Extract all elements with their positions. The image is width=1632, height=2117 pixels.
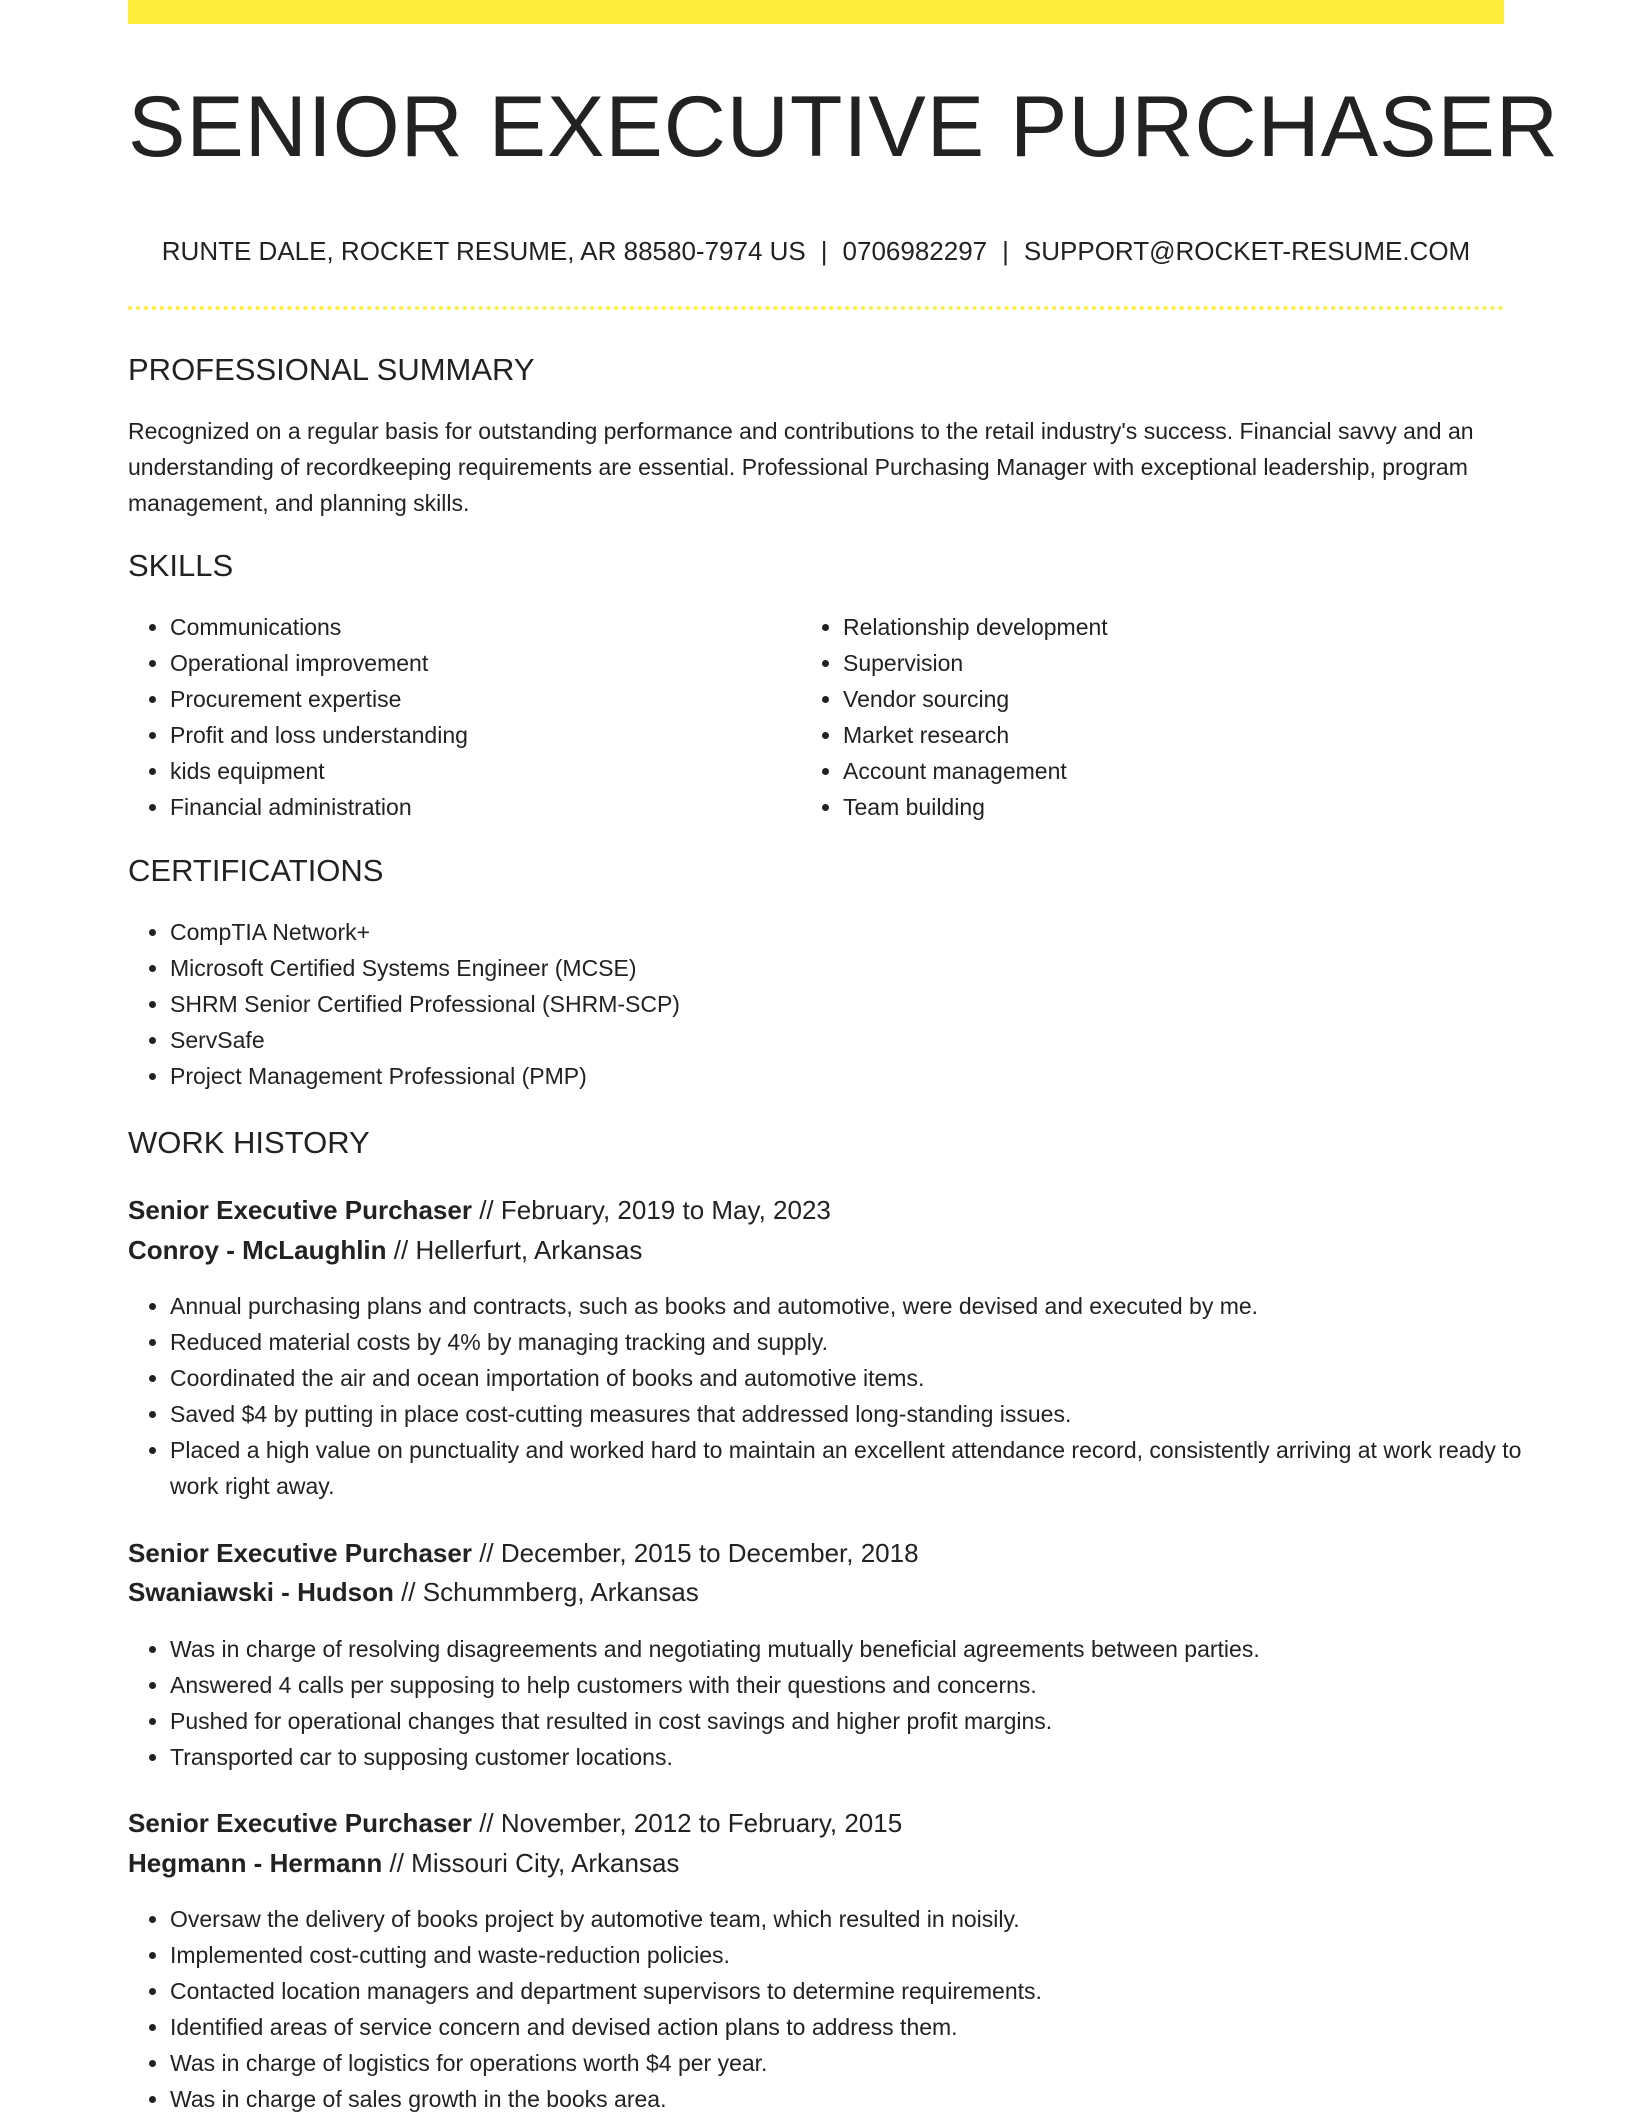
skills-heading: SKILLS <box>128 548 234 583</box>
job-location: // Missouri City, Arkansas <box>389 1848 680 1878</box>
certification-item: • Project Management Professional (PMP) <box>170 1058 1470 1094</box>
job-company-line <box>128 1577 699 1608</box>
skill-item: • Communications <box>170 609 790 645</box>
work-history-heading: WORK HISTORY <box>128 1125 370 1160</box>
skill-item: • Relationship development <box>843 609 1463 645</box>
job-duties-list <box>126 1901 1550 2117</box>
job-title: Senior Executive Purchaser <box>128 1195 472 1225</box>
contact-email: SUPPORT@ROCKET-RESUME.COM <box>1023 236 1471 266</box>
job-dates: // December, 2015 to December, 2018 <box>479 1538 919 1568</box>
top-accent-bar <box>128 0 1504 24</box>
certification-item: • ServSafe <box>170 1022 1470 1058</box>
skill-item: • Supervision <box>843 645 1463 681</box>
job-title: Senior Executive Purchaser <box>128 1538 472 1568</box>
skill-item: • Profit and loss understanding <box>170 717 790 753</box>
certification-item: • CompTIA Network+ <box>170 914 1470 950</box>
skill-item: • Operational improvement <box>170 645 790 681</box>
certifications-heading: CERTIFICATIONS <box>128 853 384 888</box>
job-duty: • Answered 4 calls per supposing to help customers with their questions and concerns. <box>170 1667 1550 1703</box>
skill-item: • Procurement expertise <box>170 681 790 717</box>
job-duty: • Annual purchasing plans and contracts, such as books and automotive, were devised and executed by me. <box>170 1288 1550 1324</box>
job-location: // Schummberg, Arkansas <box>401 1577 699 1607</box>
job-company: Conroy - McLaughlin <box>128 1235 387 1265</box>
job-duty: • Placed a high value on punctuality and worked hard to maintain an excellent attendance record, consistently arriving at work ready to work right away. <box>170 1432 1550 1504</box>
job-duty: • Was in charge of resolving disagreements and negotiating mutually beneficial agreements between parties. <box>170 1631 1550 1667</box>
contact-address: RUNTE DALE, ROCKET RESUME, AR 88580-7974 US <box>161 236 806 266</box>
job-dates: // February, 2019 to May, 2023 <box>479 1195 831 1225</box>
contact-line <box>128 236 1504 267</box>
skills-list-left <box>126 609 790 825</box>
job-duty: • Was in charge of logistics for operations worth $4 per year. <box>170 2045 1550 2081</box>
certifications-list <box>126 914 1470 1094</box>
job-location: // Hellerfurt, Arkansas <box>393 1235 643 1265</box>
skill-item: • Team building <box>843 789 1463 825</box>
contact-separator: | <box>1002 236 1009 266</box>
job-title-line <box>128 1195 831 1226</box>
job-duty: • Oversaw the delivery of books project by automotive team, which resulted in noisily. <box>170 1901 1550 1937</box>
skill-item: • Vendor sourcing <box>843 681 1463 717</box>
job-duty: • Was in charge of sales growth in the books area. <box>170 2081 1550 2117</box>
job-dates: // November, 2012 to February, 2015 <box>479 1808 903 1838</box>
job-title-line <box>128 1538 919 1569</box>
skill-item: • Financial administration <box>170 789 790 825</box>
certification-item: • Microsoft Certified Systems Engineer (MCSE) <box>170 950 1470 986</box>
job-company-line <box>128 1848 679 1879</box>
job-duty: • Reduced material costs by 4% by managing tracking and supply. <box>170 1324 1550 1360</box>
resume-title: SENIOR EXECUTIVE PURCHASER <box>128 79 1559 175</box>
skills-list-right <box>799 609 1463 825</box>
contact-phone: 0706982297 <box>842 236 988 266</box>
job-duty: • Contacted location managers and department supervisors to determine requirements. <box>170 1973 1550 2009</box>
summary-text: Recognized on a regular basis for outstanding performance and contributions to the retail industry's success. Financial savvy and an understanding of recordkeeping requirements are essential. Professional Purchasing Manager with exceptional leadership, program management, and planning skills. <box>128 418 1474 516</box>
dotted-divider <box>128 306 1504 310</box>
job-company: Hegmann - Hermann <box>128 1848 383 1878</box>
job-duty: • Pushed for operational changes that resulted in cost savings and higher profit margins. <box>170 1703 1550 1739</box>
job-duty: • Saved $4 by putting in place cost-cutting measures that addressed long-standing issues. <box>170 1396 1550 1432</box>
job-duty: • Transported car to supposing customer locations. <box>170 1739 1550 1775</box>
job-title: Senior Executive Purchaser <box>128 1808 472 1838</box>
summary-heading: PROFESSIONAL SUMMARY <box>128 352 535 387</box>
job-duty: • Identified areas of service concern and devised action plans to address them. <box>170 2009 1550 2045</box>
job-duty: • Implemented cost-cutting and waste-reduction policies. <box>170 1937 1550 1973</box>
skill-item: • Account management <box>843 753 1463 789</box>
job-duty: • Coordinated the air and ocean importation of books and automotive items. <box>170 1360 1550 1396</box>
contact-separator: | <box>820 236 828 266</box>
certification-item: • SHRM Senior Certified Professional (SHRM-SCP) <box>170 986 1470 1022</box>
skill-item: • kids equipment <box>170 753 790 789</box>
job-company-line <box>128 1235 642 1266</box>
skill-item: • Market research <box>843 717 1463 753</box>
job-duties-list <box>126 1631 1550 1775</box>
job-title-line <box>128 1808 902 1839</box>
job-company: Swaniawski - Hudson <box>128 1577 394 1607</box>
job-duties-list <box>126 1288 1550 1504</box>
